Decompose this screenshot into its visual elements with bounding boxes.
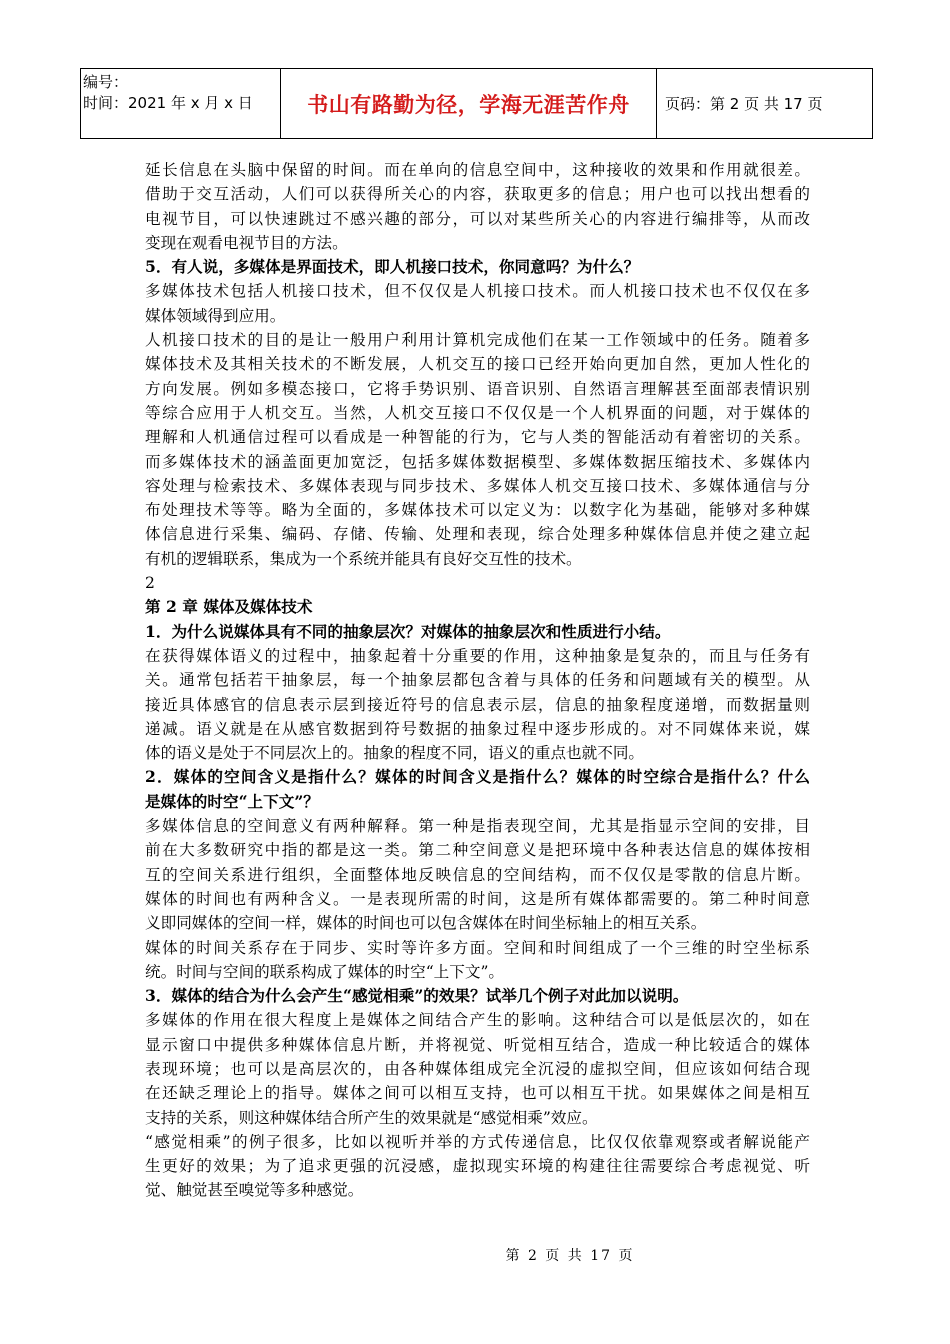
text-line: 前在大多数研究中指的都是这一类。第二种空间意义是把环境中各种表达信息的媒体按相 bbox=[145, 841, 810, 860]
text-line: 在还缺乏理论上的指导。媒体之间可以相互支持，也可以相互干扰。如果媒体之间是相互 bbox=[145, 1084, 810, 1103]
text-line: 体信息进行采集、编码、存储、传输、处理和表现，综合处理多种媒体信息并使之建立起 bbox=[145, 525, 810, 544]
motto-text: 书山有路勤为径，学海无涯苦作舟 bbox=[307, 92, 630, 117]
text-line: 借助于交互活动，人们可以获得所关心的内容，获取更多的信息；用户也可以找出想看的 bbox=[145, 185, 810, 204]
heading-line: 1．为什么说媒体具有不同的抽象层次？对媒体的抽象层次和性质进行小结。 bbox=[145, 621, 671, 641]
text-line: 媒体领域得到应用。 bbox=[145, 306, 286, 325]
page-footer: 第 2 页 共 17 页 bbox=[505, 1248, 635, 1264]
page-number-label: 页码：第 2 页 共 17 页 bbox=[665, 95, 823, 113]
text-line: 媒体技术及其相关技术的不断发展，人机交互的接口已经开始向更加自然，更加人性化的 bbox=[145, 355, 810, 374]
text-line: 媒体的时间也有两种含义。一是表现所需的时间，这是所有媒体都需要的。第二种时间意 bbox=[145, 889, 810, 908]
text-line: 而多媒体技术的涵盖面更加宽泛，包括多媒体数据模型、多媒体数据压缩技术、多媒体内 bbox=[145, 452, 810, 471]
text-line: 变现在观看电视节目的方法。 bbox=[145, 233, 348, 252]
text-line: 容处理与检索技术、多媒体表现与同步技术、多媒体人机交互接口技术、多媒体通信与分 bbox=[145, 476, 810, 495]
heading-line: 第 2 章 媒体及媒体技术 bbox=[145, 597, 313, 617]
text-line: 关。通常包括若干抽象层，每一个抽象层都包含着与具体的任务和问题域有关的模型。从 bbox=[145, 671, 810, 690]
header-info-cell bbox=[81, 69, 281, 138]
text-line: 等综合应用于人机交互。当然，人机交互接口不仅仅是一个人机界面的问题，对于媒体的 bbox=[145, 403, 810, 422]
text-line: 显示窗口中提供多种媒体信息片断，并将视觉、听觉相互结合，造成一种比较适合的媒体 bbox=[145, 1035, 810, 1054]
text-line: 觉、触觉甚至嗅觉等多种感觉。 bbox=[145, 1181, 364, 1200]
text-line: 延长信息在头脑中保留的时间。而在单向的信息空间中，这种接收的效果和作用就很差。 bbox=[145, 161, 810, 179]
header-motto-cell bbox=[281, 69, 657, 138]
heading-line: 2．媒体的空间含义是指什么？媒体的时间含义是指什么？媒体的时空综合是指什么？什么 bbox=[145, 767, 810, 787]
text-line: 有机的逻辑联系，集成为一个系统并能具有良好交互性的技术。 bbox=[145, 549, 582, 568]
text-line: 多媒体信息的空间意义有两种解释。第一种是指表现空间，尤其是指显示空间的安排，目 bbox=[145, 817, 810, 836]
header-page-cell bbox=[657, 69, 872, 138]
heading-line: 3．媒体的结合为什么会产生“感觉相乘”的效果？试举几个例子对此加以说明。 bbox=[145, 986, 689, 1006]
text-line: 理解和人机通信过程可以看成是一种智能的行为，它与人类的智能活动有着密切的关系。 bbox=[145, 428, 810, 447]
text-line: 支持的关系，则这种媒体结合所产生的效果就是“感觉相乘”效应。 bbox=[145, 1108, 598, 1127]
text-line: 递减。语义就是在从感官数据到符号数据的抽象过程中逐步形成的。对不同媒体来说，媒 bbox=[145, 719, 810, 738]
number-label: 编号： bbox=[83, 73, 129, 91]
text-line: 多媒体技术包括人机接口技术，但不仅仅是人机接口技术。而人机接口技术也不仅仅在多 bbox=[145, 282, 810, 301]
text-line: 在获得媒体语义的过程中，抽象起着十分重要的作用，这种抽象是复杂的，而且与任务有 bbox=[145, 646, 810, 665]
text-line: 电视节目，可以快速跳过不感兴趣的部分，可以对某些所关心的内容进行编排等，从而改 bbox=[145, 209, 810, 228]
text-line: 人机接口技术的目的是让一般用户利用计算机完成他们在某一工作领域中的任务。随着多 bbox=[145, 331, 810, 350]
text-line: 义即同媒体的空间一样，媒体的时间也可以包含媒体在时间坐标轴上的相互关系。 bbox=[145, 914, 707, 933]
document-body bbox=[145, 158, 810, 1203]
text-line: “感觉相乘”的例子很多，比如以视听并举的方式传递信息，比仅仅依靠观察或者解说能产 bbox=[145, 1132, 810, 1151]
text-line: 表现环境；也可以是高层次的，由各种媒体组成完全沉浸的虚拟空间，但应该如何结合现 bbox=[145, 1059, 810, 1078]
text-line: 生更好的效果；为了追求更强的沉浸感，虚拟现实环境的构建往往需要综合考虑视觉、听 bbox=[145, 1157, 810, 1176]
text-line: 方向发展。例如多模态接口，它将手势识别、语音识别、自然语言理解甚至面部表情识别 bbox=[145, 379, 810, 398]
heading-line: 5．有人说，多媒体是界面技术，即人机接口技术，你同意吗？为什么？ bbox=[145, 257, 640, 277]
text-line: 接近具体感官的信息表示层到接近符号的信息表示层，信息的抽象程度递增，而数据量则 bbox=[145, 695, 810, 714]
heading-line: 是媒体的时空“上下文”？ bbox=[145, 791, 319, 811]
text-line: 互的空间关系进行组织，全面整体地反映信息的空间结构，而不仅仅是零散的信息片断。 bbox=[145, 865, 810, 884]
text-line: 布处理技术等等。略为全面的，多媒体技术可以定义为：以数字化为基础，能够对多种媒 bbox=[145, 501, 810, 520]
text-line: 媒体的时间关系存在于同步、实时等许多方面。空间和时间组成了一个三维的时空坐标系 bbox=[145, 938, 810, 957]
text-line: 多媒体的作用在很大程度上是媒体之间结合产生的影响。这种结合可以是低层次的，如在 bbox=[145, 1011, 810, 1030]
time-label: 时间：2021 年 x 月 x 日 bbox=[83, 94, 253, 112]
text-line: 统。时间与空间的联系构成了媒体的时空“上下文”。 bbox=[145, 962, 505, 981]
text-line: 体的语义是处于不同层次上的。抽象的程度不同，语义的重点也就不同。 bbox=[145, 744, 645, 763]
text-line: 2 bbox=[145, 574, 155, 593]
page-header bbox=[80, 68, 873, 139]
